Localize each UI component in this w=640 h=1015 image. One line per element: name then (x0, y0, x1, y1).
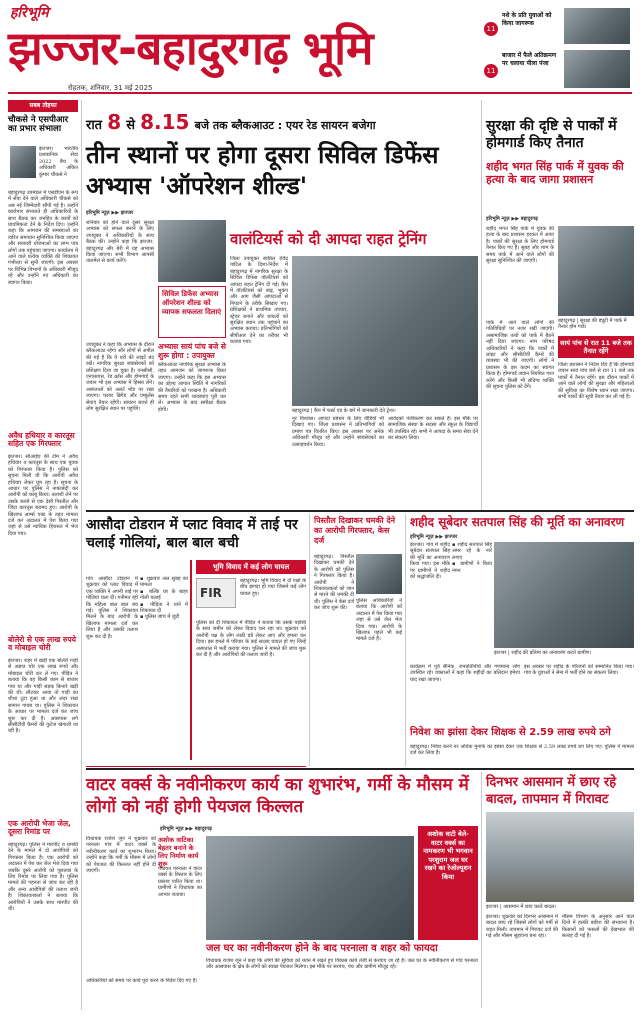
water-body-3: विधायक राजेश जून ने कहा कि लोगों की सुविधा को ध्यान में रखते हुए विकास कार्य तेजी से करवाए जा रहे हैं। जल घर के नवीनीकरण से गांव परनाला और आसपास के क्षेत्र के लोगों को स्वच्छ पेयजल मिलेगा। इस मौके पर सरपंच, पंच और ग्रामीण मौजूद रहे। (206, 958, 478, 971)
lead-body-2: उपायुक्त ने कहा कि अभ्यास के दौरान ब्लैकआउट रहेगा और लोगों से अपील की गई है कि वे घरों की लाइटें बंद रखें। नागरिक सुरक्षा स्वयंसेवकों को प्रशिक्षण दिया जा चुका है। एनसीसी, एनएसएस, रेड क्रॉस और होमगार्ड के जवान भी इस अभ्यास में हिस्सा लेंगे। अस्पतालों को अलर्ट मोड पर रखा जाएगा। फायर ब्रिगेड और एम्बुलेंस सेवाएं तैयार रहेंगी। सायरन बजते ही लोग सुरक्षित स्थान पर पहुंचेंगे। (86, 342, 154, 413)
water-byline: हरिभूमि न्यूज़ ▶▶ बहादुरगढ़ (160, 826, 212, 832)
shooting-headline: आसौदा टोडरान में प्लाट विवाद में ताई पर चलाई गोलियां, बाल बाल बची (86, 517, 298, 551)
statue-body-2: कार्यक्रम में पूर्व सैनिक, जनप्रतिनिधि और गणमान्य लोग उपस्थित रहे। वक्ताओं ने कहा कि शहीदों का बलिदान हमेशा याद रखा जाएगा। (410, 664, 520, 683)
weather-photo (486, 812, 634, 902)
lead-byline: हरिभूमि न्यूज़ ▶▶ झज्जर (86, 210, 134, 216)
column-body-4: झज्जर। शहर में खड़ी एक बोलेरो गाड़ी से अज्ञात चोर एक लाख रुपये और मोबाइल चोरी कर ले गए। पीड़ित ने बताया कि वह किसी काम से बाजार गया था और गाड़ी सड़क किनारे खड़ी की थी। लौटकर आया तो गाड़ी का शीशा टूटा हुआ था और अंदर रखा सामान गायब था। पुलिस ने शिकायत के आधार पर मामला दर्ज कर जांच शुरू कर दी है। आसपास लगे सीसीटीवी कैमरों की फुटेज खंगाली जा रही है। (8, 658, 78, 735)
column-body-3: झज्जर। सीआईए की टीम ने अवैध हथियार व कारतूस के साथ एक युवक को गिरफ्तार किया है। पुलिस को सूचना मिली थी कि आरोपी अवैध हथियार लेकर घूम रहा है। सूचना के आधार पर पुलिस ने नाकाबंदी कर आरोपी को काबू किया। तलाशी लेने पर उसके कब्जे से एक देसी पिस्तौल और जिंदा कारतूस बरामद हुए। आरोपी के खिलाफ आर्म्स एक्ट के तहत मामला दर्ज कर अदालत में पेश किया गया जहां से उसे न्यायिक हिरासत में भेज दिया गया। (8, 454, 78, 537)
fir-graphic (196, 578, 236, 608)
statue-list: ▪ शहीद सतपाल सिंह अमर रहे के नारे लगाए ▪ ग्रामीणों ने किया नमन (452, 542, 492, 574)
teaser-text: बाजार में फैले अतिक्रमण पर चलाया पीला पंजा (502, 52, 557, 67)
volunteers-caption: बहादुरगढ़ | कैंप में फर्स्ट एड के बारे में जानकारी देते ट्रेनर। (292, 408, 396, 414)
statue-headline: शहीद सूबेदार सतपाल सिंह की मूर्ति का अनावरण (410, 515, 625, 529)
banner-suffix: बजे तक ब्लैकआउट : एयर रेड सायरन बजेगा (194, 119, 376, 132)
banner (86, 112, 478, 136)
water-body-2: पंचायत परनाला ने वाटर वर्क्स के विस्तार के लिए प्रस्ताव पारित किया था। ग्रामीणों ने विधायक का आभार जताया। (158, 866, 202, 898)
left-column (8, 100, 78, 1010)
column-kicker-2: बोलेरो से एक लाख रुपये व मोबाइल चोरी (8, 635, 76, 652)
story-rule (86, 766, 306, 767)
lead-headline: तीन स्थानों पर होगा दूसरा सिविल डिफेंस अभ्यास 'ऑपरेशन शील्ड' (86, 141, 439, 200)
statue-body: झज्जर। गांव में शहीद सूबेदार सतपाल सिंह की मूर्ति का अनावरण किया गया। इस मौके पर ग्रामीणों ने शहीद को श्रद्धांजलि दी। (410, 542, 450, 581)
volunteers-headline: वालंटियर्स को दी आपदा राहत ट्रेनिंग (230, 230, 427, 248)
pistol-photo (356, 554, 402, 594)
column-divider (405, 514, 406, 766)
lead-quote2: अभ्यास सायं पांच बजे से शुरू होगा : उपायुक्त (158, 342, 226, 360)
column-body: झज्जर। भारतीय प्रशासनिक सेवा 2022 बैच के अधिकारी अंकित कुमार चौकसे ने (39, 146, 78, 178)
statue-byline: हरिभूमि न्यूज़ ▶▶ झज्जर (410, 534, 458, 540)
parks-subhead: शहीद भगत सिंह पार्क में युवक की हत्या के बाद जागा प्रशासन (486, 160, 624, 186)
teaser-2[interactable] (484, 50, 632, 88)
volunteers-body-3: आवेदकों पंजीकरण कर सकते हैं। इस मौके पर सामाजिक संस्था के सदस्य और स्कूल के विद्यार्थी भी उपस्थित रहे। सभी ने आपदा के समय सेवा देने का संकल्प लिया। (388, 416, 478, 442)
weather-body-2: मौसम विभाग के अनुसार आने वाले दिनों में हल्की बारिश की संभावना है। किसानों को फसलों की देखभाल की सलाह दी गई है। (562, 914, 634, 940)
banner-num1: 8 (107, 110, 122, 134)
teaser-1[interactable] (484, 8, 632, 44)
water-body: विधायक राजेश जून ने शुक्रवार को परनाला गांव में वाटर वर्क्स के नवीनीकरण कार्य का शुभारंभ किया। उन्होंने कहा कि गर्मी के मौसम में लोगों को पेयजल की किल्लत नहीं होने दी जाएगी। (86, 836, 156, 875)
parks-pullquote: सायं पांच से रात 11 बजे तक तैनात रहेंगे (558, 336, 634, 358)
column-body-5: बहादुरगढ़। पुलिस ने मारपीट व धमकी देने के मामले में दो आरोपियों को गिरफ्तार किया है। एक आरोपी को अदालत में पेश कर जेल भेज दिया गया जबकि दूसरे आरोपी को पूछताछ के लिए रिमांड पर लिया गया है। पुलिस मामले की गहनता से जांच कर रही है और अन्य आरोपियों की तलाश जारी है। शिकायतकर्ता ने बताया कि आरोपियों ने उसके साथ मारपीट की थी। (8, 842, 78, 913)
teaser-photo (564, 50, 630, 88)
water-headline: वाटर वर्क्स के नवीनीकरण कार्य का शुभारंभ, गर्मी के मौसम में लोगों को नहीं होगी पेयजल किल्लत (86, 775, 469, 817)
parks-headline: सुरक्षा की दृष्टि से पार्कों में होमगार्ड किए तैनात (486, 118, 617, 151)
volunteers-body-2: नूर विश्वास। आपदा प्रबंधन के लिए वीडियो भी दिखाए गए। जिला प्रशासन ने प्रतिभागियों को प्रमाण पत्र वितरित किए। इस अवसर पर अनेक अधिकारी मौजूद रहे और उन्होंने स्वयंसेवकों का उत्साहवर्धन किया। (292, 416, 384, 448)
page-title: झज्जर-बहादुरगढ़ भूमि (8, 21, 373, 75)
fraud-body: बहादुरगढ़। निवेश करने पर अधिक मुनाफे का झांसा देकर एक शिक्षक से 2.59 लाख रुपये ठग लिए गए। पुलिस ने मामला दर्ज कर लिया है। (410, 744, 634, 757)
lead-quote1: सिविल डिफेंस अभ्यास ऑपरेशन शील्ड को व्यापक सफलता दिलाएं (162, 290, 222, 316)
column-divider (481, 772, 482, 1008)
water-body-4: अधिकारियों को समय पर कार्य पूरा करने के निर्देश दिए गए हैं। (86, 978, 198, 984)
banner-mid: से (126, 118, 136, 133)
parks-body-3: जिला प्रशासन ने निर्देश दिए हैं कि होमगार्ड जवान सायं पांच बजे से रात 11 बजे तक पार्कों में तैनात रहेंगे। इस दौरान पार्कों में आने वाले लोगों की सुरक्षा और महिलाओं की सुविधा का विशेष ध्यान रखा जाएगा। सभी पार्कों की सूची तैयार कर ली गई है। (558, 362, 634, 401)
dc-photo (158, 220, 226, 282)
parks-body-2: पार्क में आने वाले लोगों की गतिविधियों पर नजर रखी जाएगी। असामाजिक तत्वों को पार्क में बैठने नहीं दिया जाएगा। नगर परिषद अधिकारियों ने कहा कि पार्कों में लाइट और सीसीटीवी कैमरे की व्यवस्था भी की जाएगी। लोगों ने प्रशासन के इस कदम का स्वागत किया है। होमगार्ड जवान नियमित गश्त करेंगे और किसी भी संदिग्ध व्यक्ति की सूचना पुलिस को देंगे। (486, 320, 554, 391)
shooting-body-2: बहादुरगढ़। भूमि विवाद में दो पक्षों के बीच झगड़ा हो गया जिसमें कई लोग घायल हुए। (240, 578, 306, 597)
column-headline: चौकसे ने एसपीआर का प्रभार संभाला (8, 115, 69, 134)
lead-story (86, 210, 226, 510)
column-divider (81, 100, 82, 1010)
columnist-photo (10, 146, 36, 178)
dateline: रोहतक, शनिवार, 31 मई 2025 (68, 84, 153, 92)
shooting-list: ▪ शुक्रवार अल सुबह का मामला ▪ बल्कि घर के बाहर गोली चलाई ▪ पीड़िता ने थाने में शिकायत दी ▪ पुलिस जांच में जुटी (140, 576, 188, 621)
statue-photo (494, 542, 634, 648)
teaser-page-badge: 11 (484, 64, 498, 78)
weather-caption: झज्जर | आसमान में छाए काले बादल। (486, 904, 557, 910)
weather-headline: दिनभर आसमान में छाए रहे बादल, तापमान में गिरावट (486, 775, 617, 807)
shooting-divider (190, 560, 192, 760)
shooting-body: गांव आसौदा टोडरान में शुक्रवार को प्लाट विवाद में एक व्यक्ति ने अपनी ताई पर गोलियां चला दीं। गनीमत रही कि महिला बाल बाल बच गई। पुलिस ने शिकायत मिलने के बाद आरोपी के खिलाफ मामला दर्ज कर लिया है और उसकी तलाश शुरू कर दी है। (86, 576, 138, 640)
teaser-page-badge: 11 (484, 22, 498, 36)
column-body-2: बहादुरगढ़ उपमंडल में एसडीएम के रूप में सेवा देने वाले अधिकारी चौकसे को अब नई जिम्मेदारी सौंपी गई है। उन्होंने कार्यभार संभालते ही अधिकारियों के साथ बैठक कर जनहित के कार्यों को प्राथमिकता देने के निर्देश दिए। उन्होंने कहा कि आमजन की समस्याओं का त्वरित समाधान सुनिश्चित किया जाएगा और सरकारी योजनाओं का लाभ पात्र लोगों तक पहुंचाया जाएगा। कार्यालय में आने वाले प्रत्येक व्यक्ति की शिकायत गंभीरता से सुनी जाएगी। इस अवसर पर विभिन्न विभागों के अधिकारी मौजूद रहे और उन्होंने नए अधिकारी का स्वागत किया। (8, 190, 78, 286)
volunteers-photo (292, 256, 478, 406)
homeguard-photo (558, 226, 634, 316)
parks-byline: हरिभूमि न्यूज़ ▶▶ बहादुरगढ़ (486, 216, 538, 222)
banner-prefix: रात (86, 118, 103, 133)
shooting-subhead: भूमि विवाद में कई लोग घायल (196, 560, 306, 574)
column-divider (481, 100, 482, 510)
column-kicker: अवैध हथियार व कारतूस सहित एक गिरफ्तार (8, 431, 75, 448)
brand-name: हरिभूमि (10, 5, 49, 21)
water-quote: अशोक वाटिका बेहतर बनाने के लिए निर्माण कार्य शुरू (158, 836, 199, 868)
teaser-text: नशे के प्रति युवाओं को किया जागरूक (502, 12, 552, 27)
column-divider (309, 514, 310, 766)
banner-num2: 8.15 (140, 110, 190, 134)
teasers (484, 6, 634, 88)
mla-inset: अशोक वाटी बेले-वाटर वर्क्स का नामकरण भी भगवान परशुराम जल घर रखने का रेजोल्यूशन किया (418, 826, 478, 940)
pistol-body: बहादुरगढ़। पिस्तौल दिखाकर धमकी देने के आरोपी को पुलिस ने गिरफ्तार किया है। आरोपी ने शिकायतकर्ता को जान से मारने की धमकी दी थी। पुलिस ने केस दर्ज कर जांच शुरू की। (314, 554, 354, 612)
weather-body: झज्जर। शुक्रवार को दिनभर आसमान में बादल छाए रहे जिससे लोगों को गर्मी से राहत मिली। तापमान में गिरावट दर्ज की गई और मौसम सुहावना बना रहा। (486, 914, 558, 940)
pistol-headline: पिस्तौल दिखाकर धमकी देने का आरोपी गिरफ्तार, केस दर्ज (314, 516, 396, 545)
lead-body: शनिवार को होने वाले दूसरे सुरक्षा अभ्यास को सफल बनाने के लिए उपायुक्त ने अधिकारियों के साथ बैठक की। उन्होंने कहा कि झज्जर, बहादुरगढ़ और बेरी में यह अभ्यास किया जाएगा। सभी विभाग आपसी तालमेल से कार्य करेंगे। (86, 220, 154, 265)
parks-body: शहीद भगत सिंह पार्क में युवक की हत्या के बाद प्रशासन हरकत में आया है। पार्कों की सुरक्षा के लिए होमगार्ड तैनात किए गए हैं। सुबह और शाम के समय पार्क में आने वाले लोगों की सुरक्षा सुनिश्चित की जाएगी। (486, 226, 554, 265)
statue-caption: झज्जर | शहीद की प्रतिमा का अनावरण करते ग्रामीण। (494, 650, 592, 656)
teaser-photo (564, 8, 630, 44)
masthead (8, 4, 478, 92)
column-kicker-3: एक आरोपी भेजा जेल, दूसरा रिमांड पर (8, 819, 71, 836)
volunteers-body: जिला उपायुक्त स्वप्निल रविंद्र पाटिल के दिशा-निर्देश में बहादुरगढ़ में नागरिक सुरक्षा के सिविल डिफेंस वॉलंटियर्स को आपदा राहत ट्रेनिंग दी गई। कैंप में वॉलंटियर्स को बाढ़, भूकंप और आग जैसी आपदाओं से निपटने के तरीके सिखाए गए। प्रशिक्षकों ने प्राथमिक उपचार, स्ट्रेचर बनाने और घायलों को सुरक्षित स्थान तक पहुंचाने का अभ्यास कराया। प्रतिभागियों को सीपीआर देने का तरीका भी बताया गया। (230, 256, 288, 346)
pistol-body-2: पुलिस अधिकारियों ने बताया कि आरोपी को अदालत में पेश किया गया जहां से उसे जेल भेज दिया गया। आरोपी के खिलाफ पहले भी कई मामले दर्ज हैं। (356, 598, 402, 643)
fraud-headline: निवेश का झांसा देकर शिक्षक से 2.59 लाख रुपये ठगे (410, 727, 611, 738)
parks-caption: बहादुरगढ़ | सुरक्षा की ड्यूटी में पार्क में तैनात होम गार्ड। (558, 318, 627, 330)
mla-caption: जल घर का नवीनीकरण होने के बाद परनाला व शहर को फायदा (206, 943, 438, 954)
column-label: सबब तोहफा (8, 100, 78, 112)
shooting-body-3: पुलिस को दी शिकायत में पीड़ित ने बताया कि उसके पड़ोसी के साथ जमीन को लेकर विवाद चल रहा था। शुक्रवार को आरोपी पक्ष के लोग लाठी डंडे लेकर आए और हमला कर दिया। इस हमले में परिवार के कई सदस्य घायल हो गए जिन्हें अस्पताल में भर्ती कराया गया। पुलिस ने मामले की जांच शुरू कर दी है और आरोपियों की तलाश जारी है। (196, 620, 306, 659)
mla-photo (206, 836, 414, 940)
statue-body-3: इस अवसर पर शहीद के परिजनों को सम्मानित किया गया। गांव के युवाओं ने सेना में भर्ती होने का संकल्प लिया। (524, 664, 634, 677)
section-rule (86, 510, 634, 512)
lead-quote-box (158, 286, 226, 338)
lead-body-3: ब्लैकआउट नागरिक सुरक्षा अभ्यास के तहत आमजन को जागरूक किया जाएगा। उन्होंने कहा कि इस अभ्यास का उद्देश्य आपात स्थिति में नागरिकों की तैयारियों को परखना है। अधिकारी समय रहते सभी व्यवस्थाएं पूरी कर लें। अभ्यास के बाद समीक्षा बैठक होगी। (158, 362, 226, 413)
section-rule (86, 768, 634, 770)
fir-label: FIR (200, 586, 222, 600)
masthead-rule (8, 92, 632, 94)
